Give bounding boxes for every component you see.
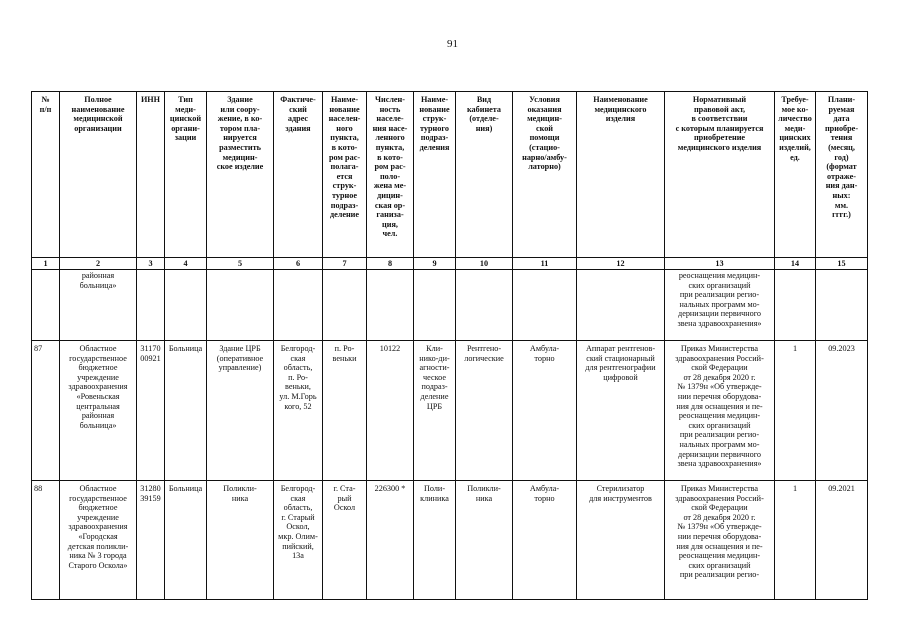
table-cell: 226300 *	[367, 481, 414, 600]
header-cell: Плани- руемая дата приобре- тения (месяц, год) (формат отраже- ния дан- ных: мм. гггг.)	[816, 92, 868, 258]
table-cell: 1	[775, 341, 816, 481]
column-number: 2	[60, 258, 137, 270]
table-cell: Областное государственное бюджетное учреждение здравоохранения «Городская детская поликли- ника № 3 города Старого Оскола»	[60, 481, 137, 600]
table-cell: Поликли- ника	[207, 481, 274, 600]
column-number: 10	[456, 258, 513, 270]
table-cell	[323, 270, 367, 341]
table-cell: районная больница»	[60, 270, 137, 341]
table-cell: Приказ Министерства здравоохранения Россий- ской Федерации от 28 декабря 2020 г. № 1379н «Об утвержде- нии перечня оборудова- ния для оснащения и пе- реоснащения медицин- ских организаций при реализации регио- нальных программ мо- дернизации первичного звена здравоохранения»	[665, 341, 775, 481]
header-cell: № п/п	[32, 92, 60, 258]
table-cell: Поликли- ника	[456, 481, 513, 600]
header-cell: Фактиче- ский адрес здания	[274, 92, 323, 258]
equipment-table	[31, 91, 868, 600]
table-cell: 10122	[367, 341, 414, 481]
table-cell: Белгород- ская область, г. Старый Оскол, мкр. Олим- пийский, 13а	[274, 481, 323, 600]
table-cell: г. Ста- рый Оскол	[323, 481, 367, 600]
table-cell: 31280 39159	[137, 481, 165, 600]
column-number: 1	[32, 258, 60, 270]
table-cell: Приказ Министерства здравоохранения Россий- ской Федерации от 28 декабря 2020 г. № 1379н «Об утвержде- нии перечня оборудова- ния для оснащения и пе- реоснащения медицин- ских организаций при реализации регио-	[665, 481, 775, 600]
table-cell	[456, 270, 513, 341]
table-cell: Областное государственное бюджетное учреждение здравоохранения «Ровеньская центральная районная больница»	[60, 341, 137, 481]
table-row	[32, 481, 868, 600]
table-cell: Белгород- ская область, п. Ро- веньки, ул. М.Горь кого, 52	[274, 341, 323, 481]
table-row	[32, 270, 868, 341]
table-cell: п. Ро- веньки	[323, 341, 367, 481]
table-cell	[816, 270, 868, 341]
header-cell: Наименование медицинского изделия	[577, 92, 665, 258]
table-cell	[274, 270, 323, 341]
table-cell: Здание ЦРБ (оперативное управление)	[207, 341, 274, 481]
column-number: 9	[414, 258, 456, 270]
table-cell	[165, 270, 207, 341]
column-number: 6	[274, 258, 323, 270]
column-number-row	[32, 258, 868, 270]
table-cell: 88	[32, 481, 60, 600]
column-number: 15	[816, 258, 868, 270]
header-cell: Числен- ность населе- ния насе- ленного пункта, в кото- ром рас- поло- жена ме- дицин- ская ор- ганиза- ция, чел.	[367, 92, 414, 258]
column-number: 7	[323, 258, 367, 270]
table-cell: 09.2021	[816, 481, 868, 600]
table-cell	[513, 270, 577, 341]
table-cell: Амбула- торно	[513, 481, 577, 600]
table-cell: 87	[32, 341, 60, 481]
column-number: 4	[165, 258, 207, 270]
table-cell: Больница	[165, 481, 207, 600]
header-cell: Требуе- мое ко- личество меди- цинских изделий, ед.	[775, 92, 816, 258]
table-cell: Аппарат рентгенов- ский стационарный для рентгенографии цифровой	[577, 341, 665, 481]
table-cell: реоснащения медицин- ских организаций при реализации регио- нальных программ мо- дернизации первичного звена здравоохранения»	[665, 270, 775, 341]
table-cell: 1	[775, 481, 816, 600]
table-cell	[32, 270, 60, 341]
header-cell: Нормативный правовой акт, в соответствии с которым планируется приобретение медицинского изделия	[665, 92, 775, 258]
column-number: 12	[577, 258, 665, 270]
column-number: 14	[775, 258, 816, 270]
table-row	[32, 341, 868, 481]
table-cell: Рентгено- логические	[456, 341, 513, 481]
table-cell	[414, 270, 456, 341]
table-cell	[137, 270, 165, 341]
table-cell	[367, 270, 414, 341]
column-number: 13	[665, 258, 775, 270]
table-cell	[775, 270, 816, 341]
table-cell	[577, 270, 665, 341]
table-cell: 09.2023	[816, 341, 868, 481]
table-cell: Кли- нико-ди- агности- ческое подраз- деление ЦРБ	[414, 341, 456, 481]
table-cell: 31170 00921	[137, 341, 165, 481]
column-number: 3	[137, 258, 165, 270]
header-cell: Вид кабинета (отделе- ния)	[456, 92, 513, 258]
table-cell: Больница	[165, 341, 207, 481]
header-cell: ИНН	[137, 92, 165, 258]
table-cell: Амбула- торно	[513, 341, 577, 481]
column-number: 8	[367, 258, 414, 270]
column-number: 11	[513, 258, 577, 270]
header-cell: Условия оказания медицин- ской помощи (стацио- нарно/амбу- латорно)	[513, 92, 577, 258]
column-number: 5	[207, 258, 274, 270]
table-header-row	[32, 92, 868, 258]
header-cell: Тип меди- цинской органи- зации	[165, 92, 207, 258]
table-cell: Поли- клиника	[414, 481, 456, 600]
table-cell	[207, 270, 274, 341]
page-number: 91	[447, 38, 458, 50]
header-cell: Наиме- нование струк- турного подраз- деления	[414, 92, 456, 258]
header-cell: Полное наименование медицинской организации	[60, 92, 137, 258]
table-cell: Стерилизатор для инструментов	[577, 481, 665, 600]
header-cell: Наиме- нование населен- ного пункта, в кото- ром рас- полага- ется струк- турное подраз- деление	[323, 92, 367, 258]
header-cell: Здание или соору- жение, в ко- тором пла- нируется разместить медицин- ское изделие	[207, 92, 274, 258]
